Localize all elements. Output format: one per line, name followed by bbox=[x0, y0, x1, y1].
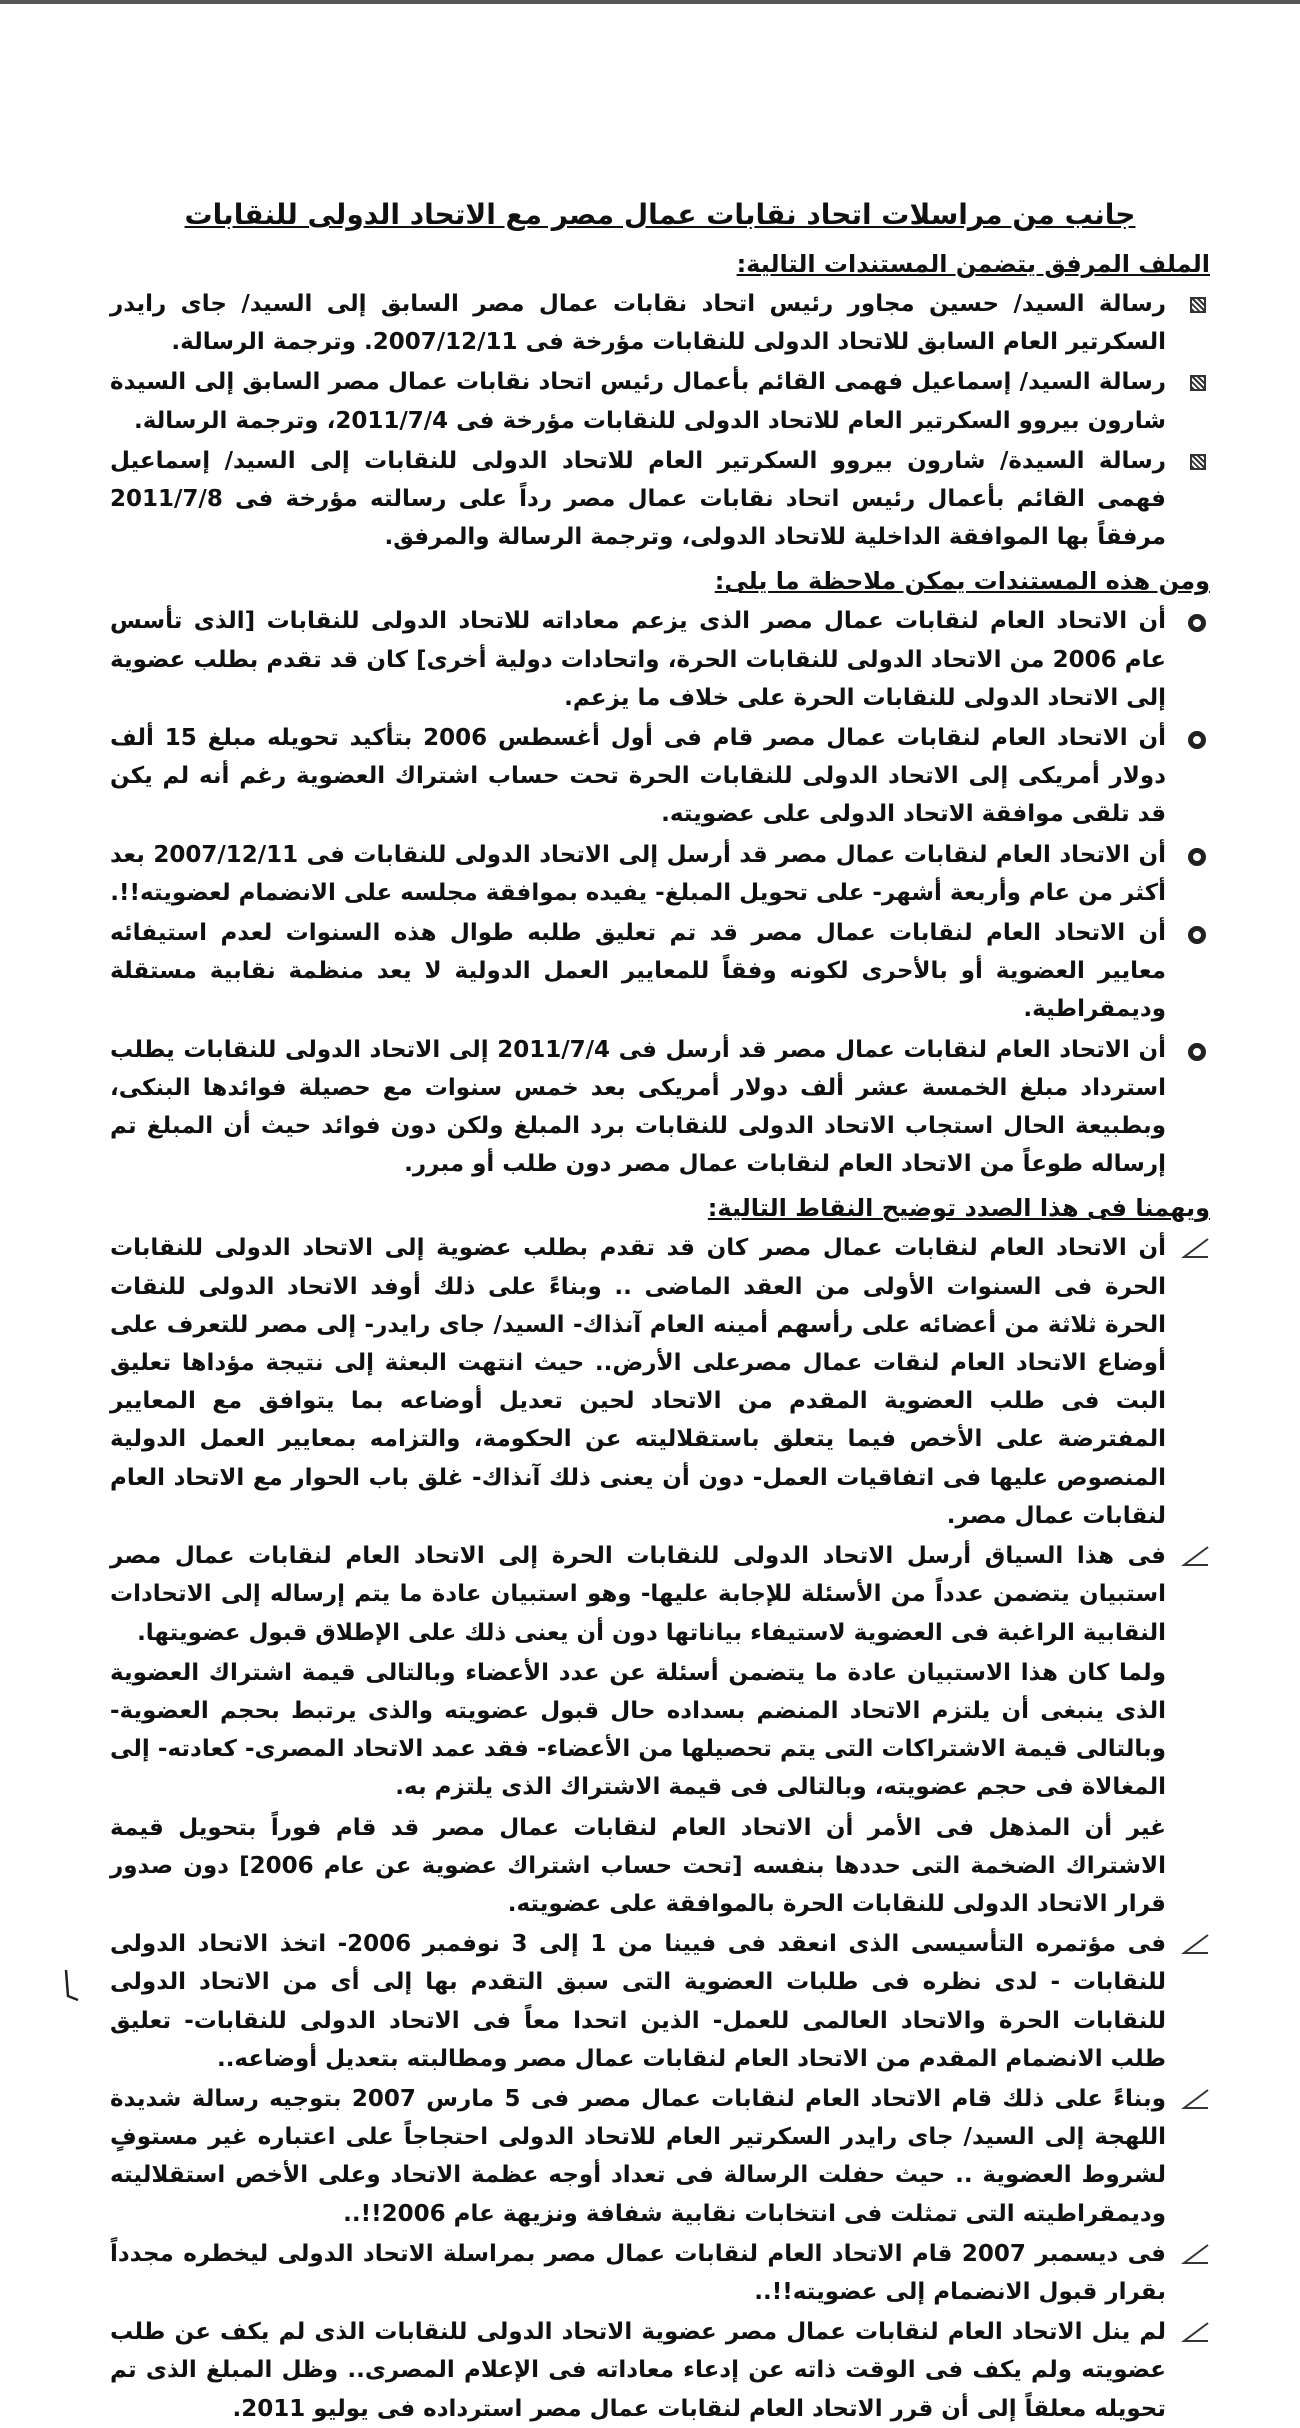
list-item-text: أن الاتحاد العام لنقابات عمال مصر كان قد تقدم بطلب عضوية إلى الاتحاد الدولى للنقابات الحرة فى السنوات الأولى من العقد الماضى .. وبناءً على ذلك أوفد الاتحاد الدولى للنقات الحرة ثلاثة من أعضائه على رأسهم أمينه العام آنذاك- السيد/ جاى رايدر- إلى مصر للتعرف على أوضاع الاتحاد العام لنقات عمال مصرعلى الأرض.. حيث انتهت البعثة إلى نتيجة مؤداها تعليق البت فى طلب العضوية المقدم من الاتحاد لحين تعديل أوضاعه بما يتوافق مع المعايير المفترضة على الأخص فيما يتعلق باستقلاليته عن الحكومة، والتزامه بمعايير العمل الدولية المنصوص عليها فى اتفاقيات العمل- دون أن يعنى ذلك آنذاك- غلق باب الحوار مع الاتحاد العام لنقابات عمال مصر. bbox=[110, 1235, 1166, 1529]
list-item bbox=[110, 2313, 1210, 2428]
list-item-text: فى ديسمبر 2007 قام الاتحاد العام لنقابات عمال مصر بمراسلة الاتحاد الدولى ليخطره مجدداً بقرار قبول الانضمام إلى عضويته!!.. bbox=[110, 2240, 1166, 2305]
list-item-text: فى مؤتمره التأسيسى الذى انعقد فى فيينا من 1 إلى 3 نوفمبر 2006- اتخذ الاتحاد الدولى للنقابات - لدى نظره فى طلبات العضوية التى سبق التقدم بها إلى أى من الاتحاد الدولى للنقابات الحرة والاتحاد العالمى للعمل- الذين اتحدا معاً فى الاتحاد الدولى للنقابات- تعليق طلب الانضمام المقدم من الاتحاد العام لنقابات عمال مصر ومطالبته بتعديل أوضاعه.. bbox=[110, 1931, 1167, 2072]
checkmark-icon bbox=[1180, 1237, 1210, 1259]
list-item bbox=[110, 2235, 1210, 2311]
paragraph: ولما كان هذا الاستبيان عادة ما يتضمن أسئلة عن عدد الأعضاء وبالتالى قيمة اشتراك العضوية الذى ينبغى أن يلتزم الاتحاد المنضم بسداده حال قبول عضويته والذى يرتبط بحجم العضوية- وبالتالى قيمة الاشتراكات التى يتم تحصيلها من الأعضاء- فقد عمد الاتحاد المصرى- كعادته- إلى المغالاة فى حجم عضويته، وبالتالى فى قيمة الاشتراك الذى يلتزم به. bbox=[110, 1659, 1166, 1801]
attachments-list bbox=[110, 285, 1210, 556]
list-item-text: رسالة السيدة/ شارون بيروو السكرتير العام للاتحاد الدولى للنقابات إلى السيد/ إسماعيل فهمى القائم بأعمال رئيس اتحاد نقابات عمال مصر رداً على رسالته مؤرخة فى 2011/7/8 مرفقاً بها الموافقة الداخلية للاتحاد الدولى، وترجمة الرسالة والمرفق. bbox=[110, 447, 1166, 551]
list-item-text: رسالة السيد/ حسين مجاور رئيس اتحاد نقابات عمال مصر السابق إلى السيد/ جاى رايدر السكرتير العام السابق للاتحاد الدولى للنقابات مؤرخة فى 2007/12/11. وترجمة الرسالة. bbox=[110, 291, 1166, 356]
list-item bbox=[110, 1229, 1210, 1535]
square-bullet-icon bbox=[1190, 297, 1206, 313]
scan-edge-line bbox=[0, 0, 1300, 4]
checkmark-icon bbox=[1180, 2243, 1210, 2265]
checkmark-icon bbox=[1180, 2321, 1210, 2343]
circle-bullet-icon bbox=[1188, 731, 1206, 749]
square-bullet-icon bbox=[1190, 454, 1206, 470]
list-item bbox=[110, 363, 1210, 439]
checkmark-icon bbox=[1180, 1545, 1210, 1567]
circle-bullet-icon bbox=[1188, 1043, 1206, 1061]
page-number-mark bbox=[52, 1966, 82, 2006]
list-item-text: لم ينل الاتحاد العام لنقابات عمال مصر عضوية الاتحاد الدولى للنقابات الذى لم يكف عن طلب عضويته ولم يكف فى الوقت ذاته عن إدعاء معاداته فى الإعلام المصرى.. وظل المبلغ الذى تم تحويله معلقاً إلى أن قرر الاتحاد العام لنقابات عمال مصر استرداده فى يوليو 2011. bbox=[110, 2319, 1166, 2422]
list-item bbox=[110, 719, 1210, 834]
circle-bullet-icon bbox=[1188, 614, 1206, 632]
section3-heading: ويهمنا فى هذا الصدد توضيح النقاط التالية: bbox=[707, 1194, 1210, 1223]
observations-list bbox=[110, 602, 1210, 1183]
list-item-text: أن الاتحاد العام لنقابات عمال مصر قد أرسل فى 2011/7/4 إلى الاتحاد الدولى للنقابات يطلب استرداد مبلغ الخمسة عشر ألف دولار أمريكى بعد خمس سنوات مع حصيلة فوائدها البنكى، وبطبيعة الحال استجاب الاتحاد الدولى للنقابات برد المبلغ ولكن دون فوائد حيث أن المبلغ تم إرساله طوعاً من الاتحاد العام لنقابات عمال مصر دون طلب أو مبرر. bbox=[110, 1036, 1166, 1178]
list-item bbox=[110, 1925, 1210, 2078]
list-item-text: رسالة السيد/ إسماعيل فهمى القائم بأعمال رئيس اتحاد نقابات عمال مصر السابق إلى السيدة شارون بيروو السكرتير العام للاتحاد الدولى للنقابات مؤرخة فى 2011/7/4، وترجمة الرسالة. bbox=[110, 369, 1166, 434]
section2-heading: ومن هذه المستندات يمكن ملاحظة ما يلى: bbox=[714, 567, 1210, 596]
list-item-text: أن الاتحاد العام لنقابات عمال مصر قد أرسل إلى الاتحاد الدولى للنقابات فى 2007/12/11 بعد أكثر من عام وأربعة أشهر- على تحويل المبلغ- يفيده بموافقة مجلسه على الانضمام لعضويته!!. bbox=[110, 841, 1166, 906]
list-item bbox=[110, 1537, 1210, 1652]
list-item-text: فى هذا السياق أرسل الاتحاد الدولى للنقابات الحرة إلى الاتحاد العام لنقابات عمال مصر استبيان يتضمن عدداً من الأسئلة للإجابة عليها- وهو استبيان عادة ما يتم إرساله إلى الاتحادات النقابية الراغبة فى العضوية لاستيفاء بياناتها دون أن يعنى ذلك على الإطلاق قبول عضويتها. bbox=[110, 1543, 1166, 1646]
list-item-text: أن الاتحاد العام لنقابات عمال مصر الذى يزعم معاداته للاتحاد الدولى للنقابات [الذى تأسس عام 2006 من الاتحاد الدولى للنقابات الحرة، واتحادات دولية أخرى] كان قد تقدم بطلب عضوية إلى الاتحاد الدولى للنقابات الحرة على خلاف ما يزعم. bbox=[110, 608, 1166, 711]
list-item-text: أن الاتحاد العام لنقابات عمال مصر قد تم تعليق طلبه طوال هذه السنوات لعدم استيفائه معايير العضوية أو بالأحرى لكونه وفقاً للمعايير العمل الدولية لا يعد منظمة نقابية مستقلة وديمقراطية. bbox=[110, 920, 1166, 1023]
list-item bbox=[110, 1031, 1210, 1184]
circle-bullet-icon bbox=[1188, 848, 1206, 866]
list-item bbox=[110, 914, 1210, 1029]
list-item bbox=[110, 602, 1210, 717]
section1-heading: الملف المرفق يتضمن المستندات التالية: bbox=[736, 250, 1210, 278]
circle-bullet-icon bbox=[1188, 926, 1206, 944]
list-item bbox=[110, 285, 1210, 361]
square-bullet-icon bbox=[1190, 375, 1206, 391]
list-item bbox=[110, 442, 1210, 557]
list-item bbox=[110, 2080, 1210, 2233]
list-item bbox=[110, 836, 1210, 912]
checkmark-icon bbox=[1180, 2088, 1210, 2110]
paragraph: غير أن المذهل فى الأمر أن الاتحاد العام لنقابات عمال مصر قد قام فوراً بتحويل قيمة الاشتراك الضخمة التى حددها بنفسه [تحت حساب اشتراك عضوية عن عام 2006] دون صدور قرار الاتحاد الدولى للنقابات الحرة بالموافقة على عضويته. bbox=[110, 1814, 1166, 1917]
checkmark-icon bbox=[1180, 1933, 1210, 1955]
list-item-text: أن الاتحاد العام لنقابات عمال مصر قام فى أول أغسطس 2006 بتأكيد تحويله مبلغ 15 ألف دولار أمريكى إلى الاتحاد الدولى للنقابات الحرة تحت حساب اشتراك العضوية رغم أنه لم يكن قد تلقى موافقة الاتحاد الدولى على عضويته. bbox=[110, 725, 1167, 828]
document-title: جانب من مراسلات اتحاد نقابات عمال مصر مع الاتحاد الدولى للنقابات bbox=[184, 198, 1136, 231]
clarifications-list bbox=[110, 1229, 1210, 2427]
list-item-text: وبناءً على ذلك قام الاتحاد العام لنقابات عمال مصر فى 5 مارس 2007 بتوجيه رسالة شديدة اللهجة إلى السيد/ جاى رايدر السكرتير العام للاتحاد الدولى احتجاجاً على اعتباره غير مستوفٍ لشروط العضوية .. حيث حفلت الرسالة فى تعداد أوجه عظمة الاتحاد وعلى الأخص استقلاليته وديمقراطيته التى تمثلت فى انتخابات نقابية شفافة ونزيهة عام 2006!!.. bbox=[110, 2085, 1166, 2227]
